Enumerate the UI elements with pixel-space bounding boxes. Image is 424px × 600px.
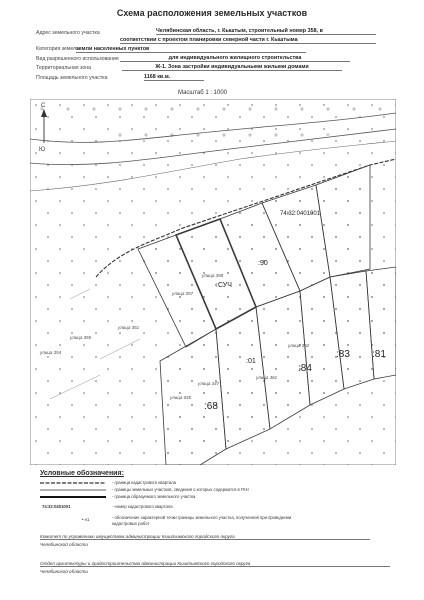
south-label: Ю — [39, 147, 46, 153]
area-value: 1168 кв.м. — [144, 74, 204, 81]
plot-number-68: :68 — [204, 401, 218, 412]
legend-item-4: - номер кадастрового квартала — [112, 504, 173, 509]
north-label: С — [41, 103, 46, 109]
footer-committee-line-2: Челябинской области — [40, 542, 88, 547]
footer-dept-line-1: Отдел архитектуры и градостроительства администрации Кыштымского городского округа — [40, 561, 390, 567]
address-value-line-1: Челябинская область, г. Кыштым, строительный номер 358, в — [156, 28, 376, 35]
use-label: Вид разрешенного использования — [36, 56, 119, 62]
footer-committee-line-1: Комитет по управлению имуществом администрации Кыштымского городского округа — [40, 534, 370, 540]
legend-point-text-2: кадастровых работ — [112, 521, 150, 526]
document-title: Схема расположения земельных участков — [116, 8, 308, 18]
plot-number-90: :90 — [258, 260, 268, 267]
plot-number-main: :СУЧ — [216, 282, 232, 289]
street-label: улица 351 — [118, 325, 140, 330]
plot-number-81: :81 — [372, 349, 386, 360]
legend-item-1: - граница кадастрового квартала — [112, 480, 176, 485]
street-label: улица 355 — [70, 335, 92, 340]
zone-label: Территориальная зона — [36, 65, 91, 71]
address-value-line-2: соответствии с проектом планировки северной части г. Кыштыма — [120, 37, 376, 44]
cadastral-block-number: 74:32:0401001 — [280, 211, 321, 217]
street-label: улица 362 — [288, 343, 310, 348]
legend-block-number: 74:32:0401001 — [42, 504, 71, 509]
plot-number-01: :01 — [246, 358, 256, 365]
use-value: для индивидуального жилищного строительства — [120, 55, 350, 62]
category-label: Категория земель — [36, 46, 79, 52]
map-scale: Масштаб 1 : 1000 — [178, 90, 228, 96]
street-label: улица 354 — [40, 350, 62, 355]
street-label: улица 361 — [256, 375, 278, 380]
area-label: Площадь земельного участка — [36, 75, 108, 81]
footer-dept-line-2: Челябинской области — [40, 569, 88, 574]
legend-point-symbol: • н1 — [82, 517, 90, 522]
street-label: улица 347 — [198, 381, 220, 386]
legend-item-2: - границы земельных участков, сведения о которых содержатся в ГКН — [112, 487, 249, 492]
category-value: земли населенных пунктов — [76, 46, 306, 53]
legend-title: Условные обозначения: — [40, 470, 124, 477]
street-label: улица 045 — [170, 395, 192, 400]
legend-point-text-1: - обозначение характерной точки границы земельного участка, полученной при проведении — [112, 515, 292, 520]
site-plan-map — [30, 99, 396, 465]
plot-number-83: :83 — [336, 349, 350, 360]
legend-item-3: - граница образуемого земельного участка — [112, 494, 196, 499]
plot-number-84: :84 — [298, 363, 312, 374]
address-label: Адрес земельного участка — [36, 30, 100, 36]
street-label: улица 358 — [202, 273, 224, 278]
street-label: улица 357 — [172, 291, 194, 296]
zone-value: Ж-1. Зона застройки индивидуальными жилыми домами — [122, 64, 342, 71]
